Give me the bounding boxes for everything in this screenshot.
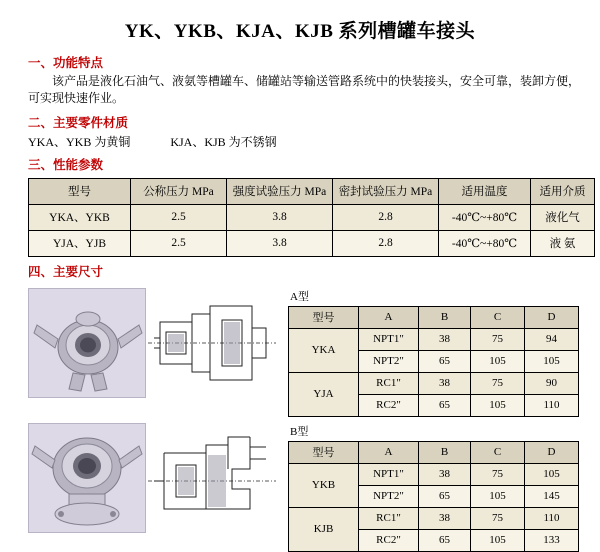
materials-line <box>28 133 586 150</box>
product-photo-b <box>28 423 146 533</box>
section-drawing-b-icon <box>146 423 278 533</box>
table-row <box>289 372 579 394</box>
cell-d: 105 <box>525 463 579 485</box>
material-brass: YKA、YKB 为黄铜 <box>28 134 131 149</box>
performance-table <box>28 178 595 257</box>
cell-a: NPT1" <box>359 463 419 485</box>
technical-drawing-a <box>146 288 278 398</box>
col-model: 型号 <box>289 441 359 463</box>
product-photo-a <box>28 288 146 398</box>
table-row <box>289 507 579 529</box>
label-type-b: B型 <box>290 425 309 438</box>
cell-b: 38 <box>419 372 471 394</box>
cell-medium: 液 氨 <box>531 230 595 256</box>
cell-d: 105 <box>525 350 579 372</box>
table-row <box>289 328 579 350</box>
table-row <box>29 204 595 230</box>
dimensions-section <box>14 288 586 552</box>
dimension-table-b <box>288 441 579 552</box>
col-d: D <box>525 306 579 328</box>
cell-nominal-pressure: 2.5 <box>131 230 227 256</box>
cell-seal-pressure: 2.8 <box>333 204 439 230</box>
col-c: C <box>471 306 525 328</box>
cell-model: YKA、YKB <box>29 204 131 230</box>
cell-b: 65 <box>419 394 471 416</box>
col-c: C <box>471 441 525 463</box>
cell-model: YKA <box>289 328 359 372</box>
cell-model: KJB <box>289 507 359 551</box>
cell-temperature: -40℃~+80℃ <box>439 204 531 230</box>
dimension-table-b-wrapper <box>288 423 579 552</box>
cell-c: 75 <box>471 507 525 529</box>
cell-c: 75 <box>471 372 525 394</box>
col-nominal-pressure: 公称压力 MPa <box>131 178 227 204</box>
col-a: A <box>359 306 419 328</box>
col-strength-pressure: 强度试验压力 MPa <box>227 178 333 204</box>
section-heading-dimensions: 四、主要尺寸 <box>28 264 104 279</box>
col-b: B <box>419 441 471 463</box>
material-steel: KJA、KJB 为不锈钢 <box>170 134 277 149</box>
cell-a: NPT2" <box>359 485 419 507</box>
cell-d: 133 <box>525 529 579 551</box>
cell-d: 94 <box>525 328 579 350</box>
page-title: YK、YKB、KJA、KJB 系列槽罐车接头 <box>124 21 476 42</box>
cell-c: 75 <box>471 463 525 485</box>
cell-a: RC1" <box>359 507 419 529</box>
col-model: 型号 <box>289 306 359 328</box>
cell-a: NPT2" <box>359 350 419 372</box>
features-paragraph: 该产品是液化石油气、液氨等槽罐车、储罐站等输送管路系统中的快装接头，安全可靠，装卸方便，可实现快速作业。 <box>28 74 581 106</box>
col-a: A <box>359 441 419 463</box>
table-header-row <box>289 441 579 463</box>
cell-b: 65 <box>419 350 471 372</box>
dimension-block-b <box>28 423 586 552</box>
cell-b: 38 <box>419 328 471 350</box>
col-temperature: 适用温度 <box>439 178 531 204</box>
section-heading-features: 一、功能特点 <box>28 56 104 70</box>
cell-a: RC1" <box>359 372 419 394</box>
col-d: D <box>525 441 579 463</box>
section-drawing-a-icon <box>146 288 278 398</box>
cell-c: 75 <box>471 328 525 350</box>
section-heading-materials: 二、主要零件材质 <box>28 115 129 130</box>
cell-a: NPT1" <box>359 328 419 350</box>
cell-a: RC2" <box>359 529 419 551</box>
technical-drawing-b <box>146 423 278 533</box>
cell-b: 38 <box>419 507 471 529</box>
cell-model: YJA <box>289 372 359 416</box>
coupling-photo-b-icon <box>29 424 146 533</box>
cell-nominal-pressure: 2.5 <box>131 204 227 230</box>
dimension-block-a <box>28 288 586 417</box>
cell-c: 105 <box>471 529 525 551</box>
col-b: B <box>419 306 471 328</box>
col-medium: 适用介质 <box>531 178 595 204</box>
dimension-table-a-wrapper <box>288 288 579 417</box>
dimension-table-a <box>288 306 579 417</box>
table-header-row <box>29 178 595 204</box>
cell-seal-pressure: 2.8 <box>333 230 439 256</box>
coupling-photo-a-icon <box>29 289 146 398</box>
table-row <box>289 463 579 485</box>
cell-d: 145 <box>525 485 579 507</box>
cell-a: RC2" <box>359 394 419 416</box>
cell-d: 90 <box>525 372 579 394</box>
cell-model: YKB <box>289 463 359 507</box>
cell-strength-pressure: 3.8 <box>227 230 333 256</box>
label-type-a: A型 <box>290 290 309 303</box>
cell-c: 105 <box>471 350 525 372</box>
cell-d: 110 <box>525 507 579 529</box>
table-row <box>29 230 595 256</box>
cell-strength-pressure: 3.8 <box>227 204 333 230</box>
cell-c: 105 <box>471 485 525 507</box>
cell-d: 110 <box>525 394 579 416</box>
cell-c: 105 <box>471 394 525 416</box>
cell-b: 65 <box>419 485 471 507</box>
col-seal-pressure: 密封试验压力 MPa <box>333 178 439 204</box>
cell-medium: 液化气 <box>531 204 595 230</box>
cell-b: 38 <box>419 463 471 485</box>
col-model: 型号 <box>29 178 131 204</box>
cell-temperature: -40℃~+80℃ <box>439 230 531 256</box>
section-heading-performance: 三、性能参数 <box>28 157 104 172</box>
cell-model: YJA、YJB <box>29 230 131 256</box>
table-header-row <box>289 306 579 328</box>
cell-b: 65 <box>419 529 471 551</box>
